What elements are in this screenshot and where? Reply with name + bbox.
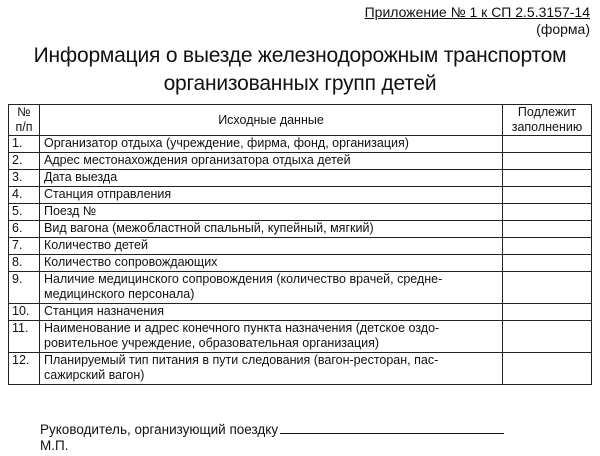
row-description-line: ровительное учреждение, образовательная организация) bbox=[44, 336, 380, 350]
column-source-header bbox=[40, 105, 503, 136]
row-description bbox=[40, 272, 503, 304]
row-number: 4. bbox=[9, 187, 40, 204]
fill-cell[interactable] bbox=[503, 170, 592, 187]
row-description-line: Наименование и адрес конечного пункта назначения (детское оздо- bbox=[44, 321, 440, 335]
fill-cell[interactable] bbox=[503, 153, 592, 170]
appendix-reference: Приложение № 1 к СП 2.5.3157-14 bbox=[364, 4, 590, 20]
table-row bbox=[9, 204, 592, 221]
row-number: 3. bbox=[9, 170, 40, 187]
table-row bbox=[9, 153, 592, 170]
table-row bbox=[9, 221, 592, 238]
fill-cell[interactable] bbox=[503, 255, 592, 272]
form-label: (форма) bbox=[536, 21, 590, 37]
row-description-line: медицинского персонала) bbox=[44, 287, 195, 301]
row-number: 11. bbox=[9, 321, 40, 353]
fill-cell[interactable] bbox=[503, 221, 592, 238]
row-number: 8. bbox=[9, 255, 40, 272]
row-description: Количество детей bbox=[40, 238, 503, 255]
document-title bbox=[0, 42, 600, 98]
fill-cell[interactable] bbox=[503, 136, 592, 153]
table-row bbox=[9, 170, 592, 187]
row-description-line: Планируемый тип питания в пути следования (вагон-ресторан, пас- bbox=[44, 353, 439, 367]
signature-block bbox=[40, 421, 504, 454]
fill-cell[interactable] bbox=[503, 272, 592, 304]
row-number: 5. bbox=[9, 204, 40, 221]
row-description: Дата выезда bbox=[40, 170, 503, 187]
fill-cell[interactable] bbox=[503, 204, 592, 221]
row-description: Станция назначения bbox=[40, 304, 503, 321]
table-row bbox=[9, 136, 592, 153]
title-line-1: Информация о выезде железнодорожным транспортом bbox=[33, 44, 567, 67]
column-number-header bbox=[9, 105, 40, 136]
table-row bbox=[9, 272, 592, 304]
signature-label: Руководитель, организующий поездку bbox=[40, 422, 279, 437]
column-source-label: Исходные данные bbox=[218, 112, 324, 127]
table-row bbox=[9, 304, 592, 321]
signature-line[interactable] bbox=[280, 421, 504, 434]
fill-cell[interactable] bbox=[503, 353, 592, 385]
row-number: 6. bbox=[9, 221, 40, 238]
fill-cell[interactable] bbox=[503, 321, 592, 353]
fill-cell[interactable] bbox=[503, 238, 592, 255]
table-row bbox=[9, 255, 592, 272]
row-description: Количество сопровождающих bbox=[40, 255, 503, 272]
row-number: 2. bbox=[9, 153, 40, 170]
info-table bbox=[8, 104, 592, 385]
row-number: 1. bbox=[9, 136, 40, 153]
row-description: Поезд № bbox=[40, 204, 503, 221]
row-description bbox=[40, 353, 503, 385]
row-description: Станция отправления bbox=[40, 187, 503, 204]
table-row bbox=[9, 353, 592, 385]
column-number-label: № bbox=[17, 105, 31, 119]
row-description: Вид вагона (межобластной спальный, купейный, мягкий) bbox=[40, 221, 503, 238]
row-number: 12. bbox=[9, 353, 40, 385]
table-header-row bbox=[9, 105, 592, 136]
title-line-2: организованных групп детей bbox=[163, 72, 437, 95]
table-row bbox=[9, 238, 592, 255]
column-fill-header bbox=[503, 105, 592, 136]
fill-cell[interactable] bbox=[503, 187, 592, 204]
row-description bbox=[40, 321, 503, 353]
row-description: Адрес местонахождения организатора отдыха детей bbox=[40, 153, 503, 170]
table-row bbox=[9, 321, 592, 353]
signature-row bbox=[40, 421, 504, 438]
row-number: 7. bbox=[9, 238, 40, 255]
fill-cell[interactable] bbox=[503, 304, 592, 321]
row-description-line: Наличие медицинского сопровождения (количество врачей, средне- bbox=[44, 272, 443, 286]
column-number-sublabel: п/п bbox=[15, 120, 33, 134]
row-number: 9. bbox=[9, 272, 40, 304]
table-row bbox=[9, 187, 592, 204]
column-fill-label: Подлежит bbox=[517, 105, 577, 119]
stamp-label: М.П. bbox=[40, 438, 69, 453]
row-description: Организатор отдыха (учреждение, фирма, фонд, организация) bbox=[40, 136, 503, 153]
row-number: 10. bbox=[9, 304, 40, 321]
appendix-header bbox=[365, 4, 590, 38]
column-fill-sublabel: заполнению bbox=[511, 120, 583, 134]
row-description-line: сажирский вагон) bbox=[44, 368, 145, 382]
